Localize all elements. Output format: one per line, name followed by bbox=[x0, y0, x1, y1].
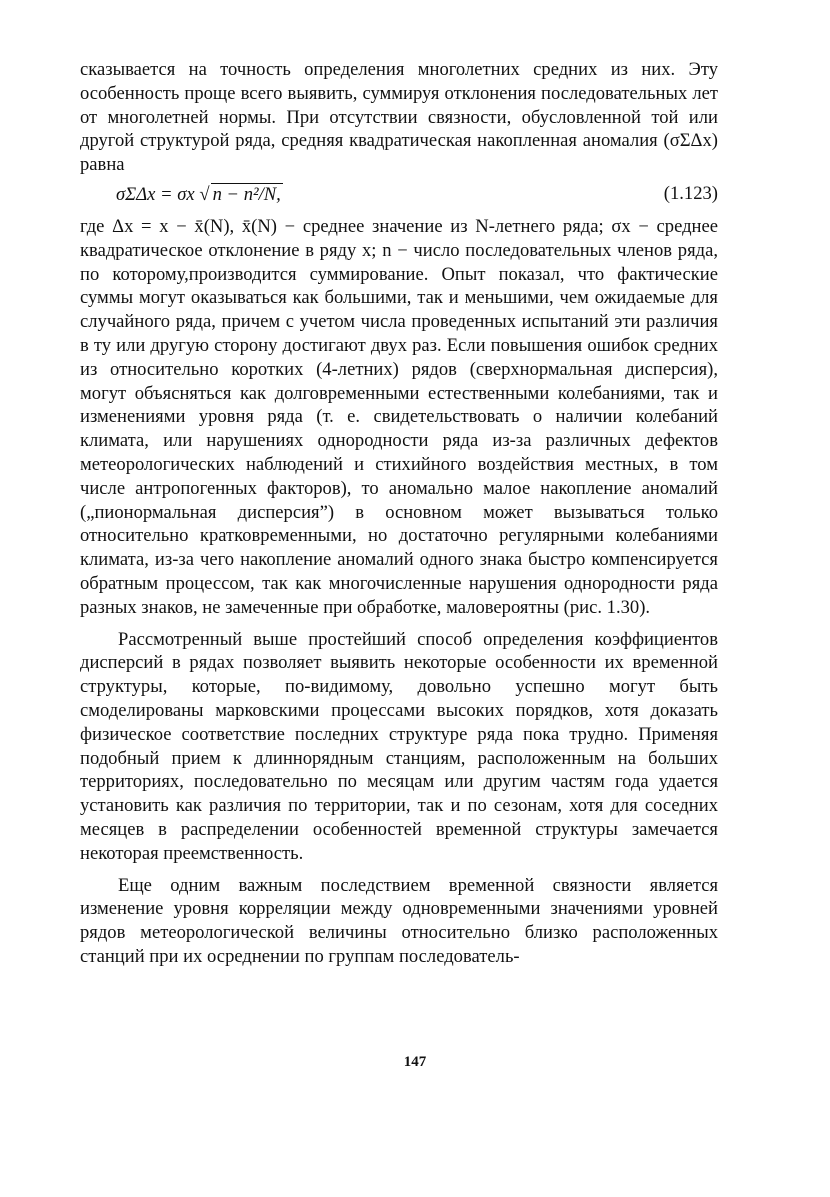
page-body bbox=[80, 58, 718, 969]
equation-number: (1.123) bbox=[663, 182, 718, 204]
formula-expression: σΣΔx = σx √ n − n²/N, bbox=[116, 183, 281, 205]
formula-radicand: n − n²/N, bbox=[212, 183, 281, 205]
equation-1-123 bbox=[80, 179, 718, 213]
paragraph-1-continuation: где Δx = x − x̄(N), x̄(N) − среднее значение из N-летнего ряда; σx − среднее квадратическое отклонение в ряду x; n − число последовательных членов ряда, по которому,производится суммирование. Опыт показал, что фактические суммы могут оказываться как большими, так и меньшими, чем ожидаемые для случайного ряда, причем с учетом числа проведенных испытаний эти различия в ту или другую сторону достигают двух раз. Если повышения ошибок средних из относительно коротких (4-летних) рядов (сверхнормальная дисперсия), могут объясняться как долговременными естественными колебаниями, так и изменениями уровня ряда (т. е. свидетельствовать о наличии колебаний климата, или нарушениях однородности ряда из-за различных дефектов метеорологических наблюдений и стихийного воздействия местных, в том числе антропогенных факторов), то аномально малое накопление аномалий („пионормальная дисперсия”) в основном может вызываться только относительно кратковременными, но достаточно регулярными колебаниями климата, из-за чего накопление аномалий одного знака быстро компенсируется обратным процессом, так как многочисленные нарушения однородности ряда разных знаков, не замеченные при обработке, маловероятны (рис. 1.30). bbox=[80, 215, 718, 618]
page-number: 147 bbox=[403, 1054, 427, 1070]
paragraph-3: Еще одним важным последствием временной связности является изменение уровня корреляции между одновременными значениями уровней рядов метеорологической величины относительно близко расположенных станций при их осреднении по группам последователь- bbox=[80, 874, 718, 967]
formula-factor: σx bbox=[177, 183, 195, 205]
paragraph-1-intro: сказывается на точность определения многолетних средних из них. Эту особенность проще всего выявить, суммируя отклонения последовательных лет от многолетней нормы. При отсутствии связности, обусловленной той или другой структурой ряда, средняя квадратическая накопленная аномалия (σΣΔx) равна bbox=[80, 59, 718, 176]
formula-lhs: σΣΔx bbox=[116, 183, 156, 205]
paragraph-2: Рассмотренный выше простейший способ определения коэффициентов дисперсий в рядах позволяет выявить некоторые особенности их временной структуры, которые, по-видимому, довольно успешно могут быть смоделированы марковскими процессами высоких порядков, хотя доказать физическое соответствие последних структуре ряда пока трудно. Применяя подобный прием к длиннорядным станциям, расположенным на больших территориях, последовательно по месяцам или другим частям года удается установить как различия по территории, так и по сезонам, хотя для соседних месяцев в распределении особенностей временной структуры замечается некоторая преемственность. bbox=[80, 628, 718, 864]
formula-equals: = bbox=[160, 183, 173, 205]
